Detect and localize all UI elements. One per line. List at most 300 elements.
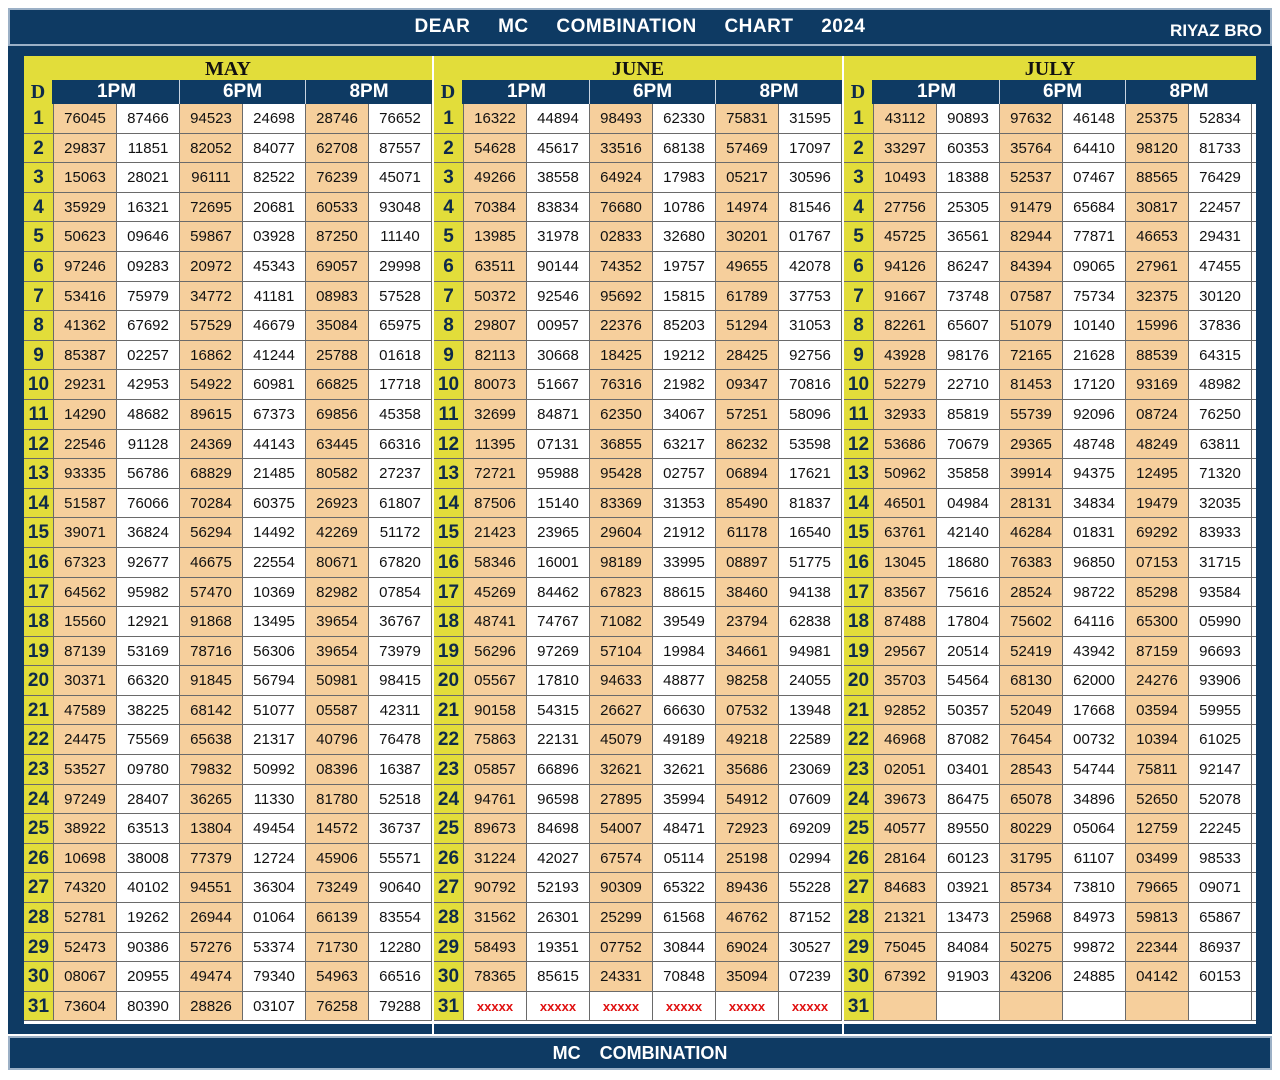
result-cell: 27237 (369, 459, 432, 488)
result-cell: 38558 (527, 163, 590, 192)
table-row (24, 459, 432, 489)
result-cell: 16321 (117, 193, 180, 222)
result-cell: 91903 (937, 962, 1000, 991)
result-cell: 36737 (369, 814, 432, 843)
table-row (844, 725, 1256, 755)
result-cell: 38460 (716, 578, 779, 607)
result-cell: 67574 (590, 844, 653, 873)
result-cell: 26627 (590, 696, 653, 725)
table-row (24, 844, 432, 874)
result-cell: 96850 (1063, 548, 1126, 577)
result-cell: 38922 (54, 814, 117, 843)
result-cell: 97632 (1000, 104, 1063, 133)
result-cell: 86475 (937, 785, 1000, 814)
result-cell: 55571 (369, 844, 432, 873)
result-cell: 32375 (1126, 282, 1189, 311)
result-cell (1000, 992, 1063, 1021)
table-row (844, 193, 1256, 223)
result-cell: 41181 (243, 282, 306, 311)
result-cell: 10394 (1126, 725, 1189, 754)
result-cell: 45071 (369, 163, 432, 192)
table-row (24, 962, 432, 992)
result-cell: 26944 (180, 903, 243, 932)
result-cell: 07467 (1063, 163, 1126, 192)
result-cell: 43942 (1063, 637, 1126, 666)
result-cell: 24055 (779, 666, 842, 695)
result-cell: 74320 (54, 873, 117, 902)
result-cell: 68829 (180, 459, 243, 488)
table-row (844, 607, 1256, 637)
table-row (24, 282, 432, 312)
result-cell: 36304 (243, 873, 306, 902)
result-cell: 65078 (1000, 785, 1063, 814)
day-number: 20 (434, 666, 464, 695)
result-cell: 46284 (1000, 518, 1063, 547)
result-cell: 80229 (1000, 814, 1063, 843)
result-cell: 84871 (527, 400, 590, 429)
table-row (434, 637, 842, 667)
result-cell: 15063 (54, 163, 117, 192)
result-cell: 29807 (464, 311, 527, 340)
day-number: 12 (844, 430, 874, 459)
result-cell: 45269 (464, 578, 527, 607)
result-cell: 28131 (1000, 489, 1063, 518)
result-cell: 00957 (527, 311, 590, 340)
result-cell: 71320 (1189, 459, 1252, 488)
table-row (24, 489, 432, 519)
table-row (24, 341, 432, 371)
table-row (844, 430, 1256, 460)
table-row (844, 785, 1256, 815)
result-cell: 94981 (779, 637, 842, 666)
result-cell: 93584 (1189, 578, 1252, 607)
result-cell: 69024 (716, 933, 779, 962)
result-cell: 64410 (1063, 134, 1126, 163)
day-number: 27 (434, 873, 464, 902)
result-cell: 78716 (180, 637, 243, 666)
result-cell: 58096 (779, 400, 842, 429)
result-cell: 61807 (369, 489, 432, 518)
result-cell: 21982 (653, 370, 716, 399)
result-cell: 75569 (117, 725, 180, 754)
result-cell: 92096 (1063, 400, 1126, 429)
day-number: 4 (434, 193, 464, 222)
month-name: JULY (844, 56, 1256, 80)
result-cell: 48748 (1063, 430, 1126, 459)
month-table-june (434, 56, 844, 1036)
result-cell: 20681 (243, 193, 306, 222)
result-cell: 70848 (653, 962, 716, 991)
table-row (434, 252, 842, 282)
result-cell: 07153 (1126, 548, 1189, 577)
result-cell: 24331 (590, 962, 653, 991)
result-cell: 71082 (590, 607, 653, 636)
result-cell: 94633 (590, 666, 653, 695)
result-cell (874, 992, 937, 1021)
table-row (434, 104, 842, 134)
result-cell: 31978 (527, 222, 590, 251)
result-cell: 89615 (180, 400, 243, 429)
result-cell: 53686 (874, 430, 937, 459)
day-number: 21 (24, 696, 54, 725)
table-row (434, 578, 842, 608)
result-cell: 51172 (369, 518, 432, 547)
result-cell: 18425 (590, 341, 653, 370)
result-cell: 05990 (1189, 607, 1252, 636)
result-cell: 70679 (937, 430, 1000, 459)
result-cell: 60123 (937, 844, 1000, 873)
table-row (434, 962, 842, 992)
result-cell: 32933 (874, 400, 937, 429)
result-cell: 38008 (117, 844, 180, 873)
result-cell: 93169 (1126, 370, 1189, 399)
result-cell: 23794 (716, 607, 779, 636)
day-number: 3 (844, 163, 874, 192)
result-cell: 64562 (54, 578, 117, 607)
result-cell: 37753 (779, 282, 842, 311)
result-cell: 76239 (306, 163, 369, 192)
result-cell: 84462 (527, 578, 590, 607)
table-row (24, 252, 432, 282)
result-cell: 89436 (716, 873, 779, 902)
result-cell: 78365 (464, 962, 527, 991)
result-cell: 07532 (716, 696, 779, 725)
result-cell: 31595 (779, 104, 842, 133)
day-number: 13 (844, 459, 874, 488)
result-cell: 82052 (180, 134, 243, 163)
result-cell: 54315 (527, 696, 590, 725)
result-cell: 91845 (180, 666, 243, 695)
result-cell: 03401 (937, 755, 1000, 784)
result-cell: 76066 (117, 489, 180, 518)
result-cell: 68138 (653, 134, 716, 163)
table-row (434, 193, 842, 223)
result-cell: 70284 (180, 489, 243, 518)
result-cell: 79832 (180, 755, 243, 784)
table-row (24, 430, 432, 460)
day-number: 14 (844, 489, 874, 518)
result-cell: 42269 (306, 518, 369, 547)
result-cell: xxxxx (464, 992, 527, 1021)
day-number: 19 (24, 637, 54, 666)
result-cell: 52537 (1000, 163, 1063, 192)
result-cell: 83567 (874, 578, 937, 607)
result-cell: 52473 (54, 933, 117, 962)
result-cell: 39673 (874, 785, 937, 814)
result-cell: 97269 (527, 637, 590, 666)
result-cell: 14572 (306, 814, 369, 843)
table-row (24, 696, 432, 726)
result-cell: 08724 (1126, 400, 1189, 429)
table-row (24, 193, 432, 223)
result-cell: 02757 (653, 459, 716, 488)
result-cell: 52078 (1189, 785, 1252, 814)
table-row (24, 518, 432, 548)
result-cell: 57469 (716, 134, 779, 163)
table-row (24, 222, 432, 252)
day-number: 31 (24, 992, 54, 1021)
result-cell: xxxxx (653, 992, 716, 1021)
table-row (24, 548, 432, 578)
day-number: 2 (844, 134, 874, 163)
result-cell: 30527 (779, 933, 842, 962)
result-cell: 07587 (1000, 282, 1063, 311)
result-cell: 16001 (527, 548, 590, 577)
result-cell: 72695 (180, 193, 243, 222)
result-cell: 25299 (590, 903, 653, 932)
result-cell: 69057 (306, 252, 369, 281)
result-cell: 35994 (653, 785, 716, 814)
result-cell: 99872 (1063, 933, 1126, 962)
result-cell: 39914 (1000, 459, 1063, 488)
result-cell: 49266 (464, 163, 527, 192)
day-number: 13 (24, 459, 54, 488)
result-cell: 11330 (243, 785, 306, 814)
result-cell: 51077 (243, 696, 306, 725)
table-row (844, 518, 1256, 548)
result-cell: 73604 (54, 992, 117, 1021)
result-cell: 17810 (527, 666, 590, 695)
result-cell: 98120 (1126, 134, 1189, 163)
result-cell: 01767 (779, 222, 842, 251)
result-cell: 16540 (779, 518, 842, 547)
result-cell: 98722 (1063, 578, 1126, 607)
result-cell: 39071 (54, 518, 117, 547)
result-cell: 34834 (1063, 489, 1126, 518)
result-cell: 39549 (653, 607, 716, 636)
result-cell: 81837 (779, 489, 842, 518)
result-cell: 53374 (243, 933, 306, 962)
result-cell: 80390 (117, 992, 180, 1021)
result-cell: 53169 (117, 637, 180, 666)
result-cell: 93906 (1189, 666, 1252, 695)
day-number: 30 (24, 962, 54, 991)
result-cell: 30201 (716, 222, 779, 251)
result-cell: 24369 (180, 430, 243, 459)
result-cell: 65300 (1126, 607, 1189, 636)
result-cell: 76429 (1189, 163, 1252, 192)
result-cell: 80073 (464, 370, 527, 399)
slot-header-8pm: 8PM (349, 81, 389, 102)
day-number: 20 (844, 666, 874, 695)
result-cell: 13045 (874, 548, 937, 577)
table-row (434, 459, 842, 489)
result-cell: 53527 (54, 755, 117, 784)
result-cell (1126, 992, 1189, 1021)
result-cell: 73979 (369, 637, 432, 666)
result-cell: 51587 (54, 489, 117, 518)
result-cell: 98176 (937, 341, 1000, 370)
result-cell: 79288 (369, 992, 432, 1021)
result-cell: 22131 (527, 725, 590, 754)
table-row (844, 341, 1256, 371)
result-cell: 65684 (1063, 193, 1126, 222)
table-row (24, 311, 432, 341)
result-cell: 60353 (937, 134, 1000, 163)
result-cell: 19757 (653, 252, 716, 281)
result-cell: 68130 (1000, 666, 1063, 695)
result-cell: 18680 (937, 548, 1000, 577)
table-row (24, 725, 432, 755)
result-cell: 76250 (1189, 400, 1252, 429)
result-cell: 27895 (590, 785, 653, 814)
result-cell: 77379 (180, 844, 243, 873)
result-cell: 28746 (306, 104, 369, 133)
day-number: 12 (24, 430, 54, 459)
result-cell: 39654 (306, 637, 369, 666)
result-cell: 07131 (527, 430, 590, 459)
day-number: 2 (434, 134, 464, 163)
month-table-may (24, 56, 434, 1036)
result-cell: 46653 (1126, 222, 1189, 251)
result-cell: 70384 (464, 193, 527, 222)
result-cell: 21321 (874, 903, 937, 932)
day-number: 29 (24, 933, 54, 962)
month-name: JUNE (434, 56, 842, 80)
result-cell: 22554 (243, 548, 306, 577)
day-number: 25 (434, 814, 464, 843)
result-cell: 40102 (117, 873, 180, 902)
day-number: 26 (434, 844, 464, 873)
result-cell: 51775 (779, 548, 842, 577)
result-cell: 43206 (1000, 962, 1063, 991)
result-cell: 65638 (180, 725, 243, 754)
result-cell: 58493 (464, 933, 527, 962)
result-cell: 29998 (369, 252, 432, 281)
result-cell: 75616 (937, 578, 1000, 607)
result-cell: 02051 (874, 755, 937, 784)
day-number: 10 (434, 370, 464, 399)
day-column-header: D (434, 80, 464, 104)
result-cell: 87159 (1126, 637, 1189, 666)
result-cell: 96598 (527, 785, 590, 814)
result-cell: 47455 (1189, 252, 1252, 281)
result-cell: 61107 (1063, 844, 1126, 873)
result-cell: 55739 (1000, 400, 1063, 429)
result-cell: 79340 (243, 962, 306, 991)
result-cell: 03928 (243, 222, 306, 251)
day-number: 16 (434, 548, 464, 577)
result-cell: 04142 (1126, 962, 1189, 991)
result-cell: 36855 (590, 430, 653, 459)
table-row (24, 370, 432, 400)
result-cell: 07239 (779, 962, 842, 991)
result-cell: 52650 (1126, 785, 1189, 814)
day-number: 19 (844, 637, 874, 666)
result-cell: 57470 (180, 578, 243, 607)
slot-header-1pm: 1PM (874, 80, 1000, 104)
result-cell: 44894 (527, 104, 590, 133)
result-cell: 17804 (937, 607, 1000, 636)
result-cell: 37836 (1189, 311, 1252, 340)
result-cell: 25788 (306, 341, 369, 370)
result-cell: 64315 (1189, 341, 1252, 370)
day-number: 24 (24, 785, 54, 814)
result-cell: 50372 (464, 282, 527, 311)
result-cell: 29604 (590, 518, 653, 547)
result-cell: xxxxx (590, 992, 653, 1021)
result-cell: 42027 (527, 844, 590, 873)
result-cell: 54564 (937, 666, 1000, 695)
day-number: 2 (24, 134, 54, 163)
result-cell: 95982 (117, 578, 180, 607)
result-cell: 86247 (937, 252, 1000, 281)
result-cell: 35703 (874, 666, 937, 695)
result-cell: 05587 (306, 696, 369, 725)
result-cell: 48249 (1126, 430, 1189, 459)
result-cell: 90144 (527, 252, 590, 281)
day-number: 28 (434, 903, 464, 932)
result-cell: 49474 (180, 962, 243, 991)
table-row (24, 163, 432, 193)
day-number: 15 (24, 518, 54, 547)
day-number: 10 (24, 370, 54, 399)
result-cell: 14290 (54, 400, 117, 429)
day-number: 1 (24, 104, 54, 133)
table-row (434, 222, 842, 252)
table-row (434, 370, 842, 400)
result-cell: 24885 (1063, 962, 1126, 991)
result-cell: 22589 (779, 725, 842, 754)
table-row (24, 873, 432, 903)
result-cell: 79665 (1126, 873, 1189, 902)
day-number: 11 (844, 400, 874, 429)
result-cell: 94126 (874, 252, 937, 281)
month-name: MAY (24, 56, 432, 80)
result-cell: 62350 (590, 400, 653, 429)
day-number: 15 (434, 518, 464, 547)
day-number: 8 (844, 311, 874, 340)
day-number: 21 (434, 696, 464, 725)
result-cell: 32699 (464, 400, 527, 429)
result-cell: 03499 (1126, 844, 1189, 873)
result-cell: 65607 (937, 311, 1000, 340)
result-cell: 67373 (243, 400, 306, 429)
result-cell: 20514 (937, 637, 1000, 666)
result-cell: 63217 (653, 430, 716, 459)
result-cell: 87488 (874, 607, 937, 636)
result-cell: 33516 (590, 134, 653, 163)
result-cell: 25968 (1000, 903, 1063, 932)
result-cell: 76316 (590, 370, 653, 399)
result-cell: 51294 (716, 311, 779, 340)
result-cell: 57276 (180, 933, 243, 962)
result-cell: 63511 (464, 252, 527, 281)
result-cell: 85203 (653, 311, 716, 340)
result-cell: 12759 (1126, 814, 1189, 843)
day-number: 24 (434, 785, 464, 814)
result-cell: 52781 (54, 903, 117, 932)
result-cell: 09065 (1063, 252, 1126, 281)
result-cell: 22245 (1189, 814, 1252, 843)
result-cell: 30844 (653, 933, 716, 962)
result-cell: 62330 (653, 104, 716, 133)
result-cell: 63761 (874, 518, 937, 547)
result-cell: 32035 (1189, 489, 1252, 518)
result-cell: 29365 (1000, 430, 1063, 459)
result-cell: 87466 (117, 104, 180, 133)
result-cell: 04984 (937, 489, 1000, 518)
result-cell: 16862 (180, 341, 243, 370)
slot-header-6pm: 6PM (1000, 80, 1126, 104)
result-cell: 45358 (369, 400, 432, 429)
result-cell: 91128 (117, 430, 180, 459)
day-number: 30 (434, 962, 464, 991)
table-row (434, 696, 842, 726)
result-cell: 28407 (117, 785, 180, 814)
table-row (24, 903, 432, 933)
day-number: 27 (24, 873, 54, 902)
